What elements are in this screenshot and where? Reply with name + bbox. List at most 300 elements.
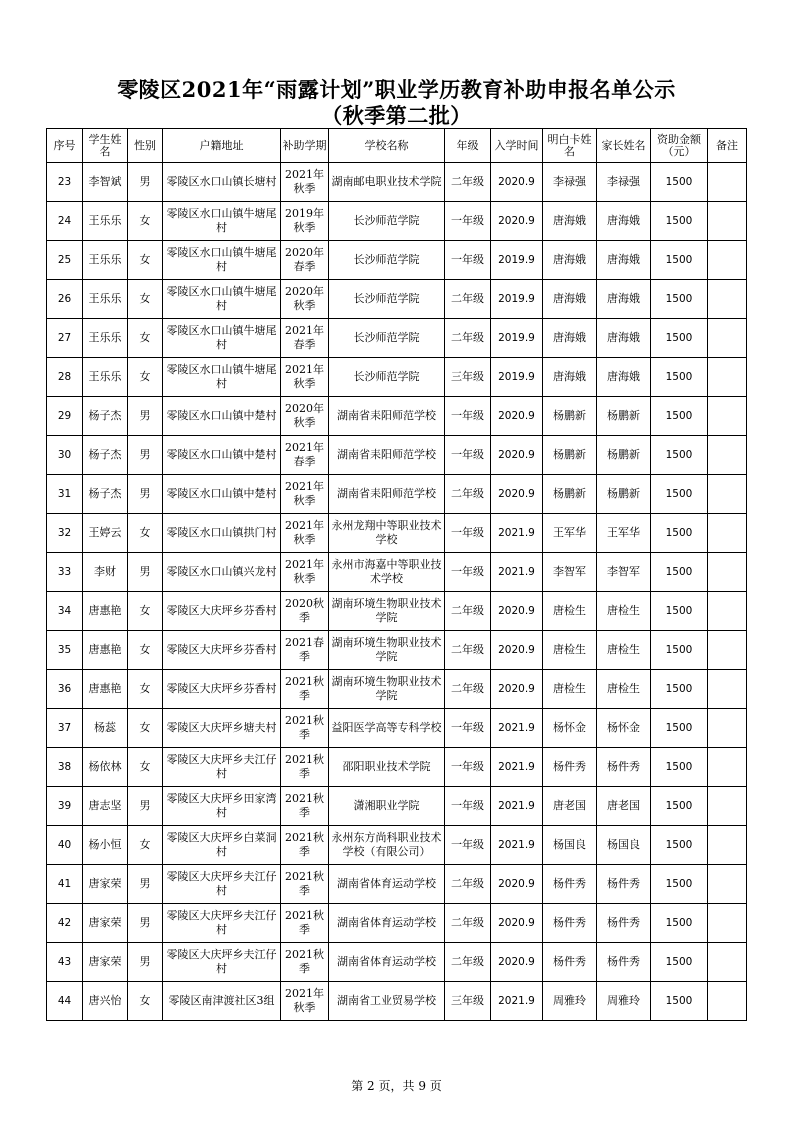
- cell-student-name: 杨蕊: [83, 709, 128, 748]
- cell-grade: 二年级: [445, 865, 491, 904]
- cell-remarks: [708, 163, 747, 202]
- cell-parent-name: 李智军: [597, 553, 651, 592]
- cell-enroll-date: 2020.9: [491, 865, 543, 904]
- cell-remarks: [708, 787, 747, 826]
- cell-amount: 1500: [651, 397, 708, 436]
- cell-gender: 女: [128, 748, 163, 787]
- cell-gender: 女: [128, 202, 163, 241]
- cell-parent-name: 唐老国: [597, 787, 651, 826]
- cell-gender: 女: [128, 982, 163, 1021]
- cell-card-name: 唐海娥: [543, 358, 597, 397]
- cell-school: 湖南邮电职业技术学院: [329, 163, 445, 202]
- cell-card-name: 杨鹏新: [543, 436, 597, 475]
- cell-enroll-date: 2020.9: [491, 202, 543, 241]
- cell-parent-name: 杨怀金: [597, 709, 651, 748]
- cell-parent-name: 唐海娥: [597, 202, 651, 241]
- col-header-amount: 资助金额（元）: [651, 129, 708, 163]
- cell-remarks: [708, 826, 747, 865]
- cell-parent-name: 唐检生: [597, 592, 651, 631]
- cell-school: 长沙师范学院: [329, 319, 445, 358]
- cell-amount: 1500: [651, 865, 708, 904]
- cell-card-name: 杨件秀: [543, 865, 597, 904]
- table-row: [47, 397, 747, 436]
- cell-amount: 1500: [651, 670, 708, 709]
- subsidy-roster-table: [46, 128, 747, 1021]
- cell-seq: 37: [47, 709, 83, 748]
- table-row: [47, 280, 747, 319]
- cell-term: 2020年春季: [281, 241, 329, 280]
- table-row: [47, 670, 747, 709]
- cell-gender: 女: [128, 826, 163, 865]
- cell-remarks: [708, 514, 747, 553]
- cell-address: 零陵区水口山镇兴龙村: [163, 553, 281, 592]
- cell-seq: 32: [47, 514, 83, 553]
- cell-card-name: 唐海娥: [543, 319, 597, 358]
- cell-remarks: [708, 436, 747, 475]
- cell-enroll-date: 2020.9: [491, 904, 543, 943]
- cell-remarks: [708, 358, 747, 397]
- cell-address: 零陵区水口山镇牛塘尾村: [163, 319, 281, 358]
- cell-parent-name: 杨件秀: [597, 865, 651, 904]
- cell-remarks: [708, 280, 747, 319]
- cell-remarks: [708, 475, 747, 514]
- table-row: [47, 904, 747, 943]
- cell-seq: 31: [47, 475, 83, 514]
- cell-school: 湖南环境生物职业技术学院: [329, 670, 445, 709]
- cell-address: 零陵区大庆坪乡夫江仔村: [163, 865, 281, 904]
- cell-card-name: 杨怀金: [543, 709, 597, 748]
- cell-card-name: 杨鹏新: [543, 397, 597, 436]
- cell-remarks: [708, 241, 747, 280]
- cell-school: 长沙师范学院: [329, 202, 445, 241]
- table-row: [47, 748, 747, 787]
- cell-student-name: 唐家荣: [83, 865, 128, 904]
- cell-address: 零陵区大庆坪乡夫江仔村: [163, 943, 281, 982]
- cell-address: 零陵区大庆坪乡夫江仔村: [163, 748, 281, 787]
- cell-term: 2021年秋季: [281, 475, 329, 514]
- cell-parent-name: 杨国良: [597, 826, 651, 865]
- cell-seq: 34: [47, 592, 83, 631]
- cell-term: 2021秋季: [281, 709, 329, 748]
- table-row: [47, 592, 747, 631]
- cell-enroll-date: 2020.9: [491, 475, 543, 514]
- cell-gender: 女: [128, 241, 163, 280]
- table-row: [47, 553, 747, 592]
- cell-address: 零陵区水口山镇中楚村: [163, 475, 281, 514]
- cell-term: 2021秋季: [281, 865, 329, 904]
- cell-term: 2020秋季: [281, 592, 329, 631]
- cell-gender: 男: [128, 943, 163, 982]
- cell-term: 2021年秋季: [281, 358, 329, 397]
- cell-grade: 一年级: [445, 202, 491, 241]
- cell-grade: 二年级: [445, 280, 491, 319]
- cell-remarks: [708, 553, 747, 592]
- cell-grade: 二年级: [445, 592, 491, 631]
- table-row: [47, 982, 747, 1021]
- col-header-school: 学校名称: [329, 129, 445, 163]
- col-header-seq: 序号: [47, 129, 83, 163]
- cell-student-name: 杨子杰: [83, 436, 128, 475]
- cell-seq: 43: [47, 943, 83, 982]
- cell-amount: 1500: [651, 241, 708, 280]
- cell-term: 2021秋季: [281, 904, 329, 943]
- cell-gender: 女: [128, 670, 163, 709]
- cell-student-name: 王乐乐: [83, 241, 128, 280]
- cell-school: 湖南省耒阳师范学校: [329, 475, 445, 514]
- cell-term: 2021年秋季: [281, 514, 329, 553]
- table-row: [47, 475, 747, 514]
- cell-parent-name: 杨件秀: [597, 904, 651, 943]
- cell-student-name: 唐兴怡: [83, 982, 128, 1021]
- cell-parent-name: 杨件秀: [597, 748, 651, 787]
- cell-seq: 24: [47, 202, 83, 241]
- cell-enroll-date: 2019.9: [491, 280, 543, 319]
- cell-seq: 29: [47, 397, 83, 436]
- cell-school: 湖南环境生物职业技术学院: [329, 592, 445, 631]
- cell-enroll-date: 2019.9: [491, 358, 543, 397]
- cell-gender: 女: [128, 631, 163, 670]
- cell-grade: 一年级: [445, 241, 491, 280]
- cell-school: 永州东方尚科职业技术学校（有限公司）: [329, 826, 445, 865]
- cell-parent-name: 唐海娥: [597, 319, 651, 358]
- cell-seq: 38: [47, 748, 83, 787]
- cell-student-name: 唐惠艳: [83, 592, 128, 631]
- cell-student-name: 唐家荣: [83, 943, 128, 982]
- cell-amount: 1500: [651, 787, 708, 826]
- cell-enroll-date: 2020.9: [491, 436, 543, 475]
- cell-remarks: [708, 748, 747, 787]
- cell-seq: 28: [47, 358, 83, 397]
- cell-term: 2021秋季: [281, 943, 329, 982]
- cell-enroll-date: 2019.9: [491, 241, 543, 280]
- cell-student-name: 王婷云: [83, 514, 128, 553]
- cell-term: 2019年秋季: [281, 202, 329, 241]
- cell-remarks: [708, 631, 747, 670]
- cell-school: 长沙师范学院: [329, 280, 445, 319]
- cell-student-name: 杨子杰: [83, 397, 128, 436]
- cell-student-name: 李财: [83, 553, 128, 592]
- cell-term: 2021秋季: [281, 748, 329, 787]
- cell-student-name: 唐惠艳: [83, 670, 128, 709]
- cell-card-name: 唐海娥: [543, 241, 597, 280]
- cell-enroll-date: 2021.9: [491, 553, 543, 592]
- cell-address: 零陵区水口山镇牛塘尾村: [163, 202, 281, 241]
- cell-grade: 一年级: [445, 553, 491, 592]
- page-subtitle: （秋季第二批）: [321, 103, 472, 128]
- cell-card-name: 唐海娥: [543, 202, 597, 241]
- cell-address: 零陵区大庆坪乡田家湾村: [163, 787, 281, 826]
- cell-address: 零陵区大庆坪乡芬香村: [163, 592, 281, 631]
- cell-card-name: 王军华: [543, 514, 597, 553]
- cell-grade: 三年级: [445, 358, 491, 397]
- cell-remarks: [708, 319, 747, 358]
- cell-parent-name: 唐检生: [597, 670, 651, 709]
- cell-amount: 1500: [651, 982, 708, 1021]
- cell-remarks: [708, 943, 747, 982]
- cell-enroll-date: 2021.9: [491, 826, 543, 865]
- cell-student-name: 李智斌: [83, 163, 128, 202]
- cell-parent-name: 杨鹏新: [597, 436, 651, 475]
- cell-term: 2021年秋季: [281, 553, 329, 592]
- cell-seq: 25: [47, 241, 83, 280]
- cell-grade: 二年级: [445, 631, 491, 670]
- cell-amount: 1500: [651, 592, 708, 631]
- col-header-remarks: 备注: [708, 129, 747, 163]
- cell-remarks: [708, 397, 747, 436]
- cell-seq: 23: [47, 163, 83, 202]
- cell-term: 2021年春季: [281, 319, 329, 358]
- col-header-term: 补助学期: [281, 129, 329, 163]
- cell-term: 2021秋季: [281, 826, 329, 865]
- cell-school: 永州龙翔中等职业技术学校: [329, 514, 445, 553]
- cell-amount: 1500: [651, 202, 708, 241]
- cell-address: 零陵区水口山镇牛塘尾村: [163, 280, 281, 319]
- cell-gender: 女: [128, 280, 163, 319]
- table-header-row: [47, 129, 747, 163]
- col-header-enroll-date: 入学时间: [491, 129, 543, 163]
- col-header-address: 户籍地址: [163, 129, 281, 163]
- cell-amount: 1500: [651, 943, 708, 982]
- cell-grade: 一年级: [445, 436, 491, 475]
- table-row: [47, 436, 747, 475]
- cell-gender: 女: [128, 319, 163, 358]
- cell-grade: 一年级: [445, 397, 491, 436]
- cell-parent-name: 周雅玲: [597, 982, 651, 1021]
- cell-address: 零陵区大庆坪乡芬香村: [163, 670, 281, 709]
- cell-amount: 1500: [651, 826, 708, 865]
- cell-student-name: 唐家荣: [83, 904, 128, 943]
- cell-seq: 30: [47, 436, 83, 475]
- cell-card-name: 唐检生: [543, 670, 597, 709]
- cell-gender: 男: [128, 553, 163, 592]
- cell-gender: 男: [128, 865, 163, 904]
- cell-student-name: 杨小恒: [83, 826, 128, 865]
- cell-grade: 一年级: [445, 709, 491, 748]
- table-row: [47, 163, 747, 202]
- cell-amount: 1500: [651, 475, 708, 514]
- cell-gender: 男: [128, 475, 163, 514]
- cell-term: 2021秋季: [281, 787, 329, 826]
- cell-school: 湖南省体育运动学校: [329, 904, 445, 943]
- cell-address: 零陵区水口山镇牛塘尾村: [163, 358, 281, 397]
- cell-student-name: 王乐乐: [83, 358, 128, 397]
- cell-seq: 36: [47, 670, 83, 709]
- cell-gender: 男: [128, 163, 163, 202]
- cell-enroll-date: 2021.9: [491, 514, 543, 553]
- cell-grade: 二年级: [445, 670, 491, 709]
- cell-grade: 三年级: [445, 982, 491, 1021]
- cell-card-name: 李禄强: [543, 163, 597, 202]
- cell-amount: 1500: [651, 358, 708, 397]
- col-header-grade: 年级: [445, 129, 491, 163]
- cell-parent-name: 杨鹏新: [597, 475, 651, 514]
- cell-grade: 一年级: [445, 748, 491, 787]
- cell-remarks: [708, 592, 747, 631]
- cell-grade: 二年级: [445, 904, 491, 943]
- cell-enroll-date: 2020.9: [491, 397, 543, 436]
- table-row: [47, 826, 747, 865]
- col-header-gender: 性别: [128, 129, 163, 163]
- cell-school: 湖南省体育运动学校: [329, 943, 445, 982]
- cell-address: 零陵区大庆坪乡塘夫村: [163, 709, 281, 748]
- cell-gender: 男: [128, 787, 163, 826]
- table-row: [47, 241, 747, 280]
- page-number: 第 2 页，共 9 页: [351, 1079, 442, 1093]
- cell-amount: 1500: [651, 319, 708, 358]
- cell-seq: 42: [47, 904, 83, 943]
- table-row: [47, 865, 747, 904]
- cell-remarks: [708, 865, 747, 904]
- cell-amount: 1500: [651, 436, 708, 475]
- table-row: [47, 358, 747, 397]
- cell-remarks: [708, 709, 747, 748]
- cell-gender: 女: [128, 358, 163, 397]
- cell-school: 湖南省工业贸易学校: [329, 982, 445, 1021]
- cell-grade: 二年级: [445, 163, 491, 202]
- cell-student-name: 杨依林: [83, 748, 128, 787]
- cell-term: 2021秋季: [281, 670, 329, 709]
- cell-card-name: 唐海娥: [543, 280, 597, 319]
- cell-amount: 1500: [651, 553, 708, 592]
- col-header-parent-name: 家长姓名: [597, 129, 651, 163]
- cell-term: 2021春季: [281, 631, 329, 670]
- cell-card-name: 杨件秀: [543, 943, 597, 982]
- table-row: [47, 202, 747, 241]
- cell-enroll-date: 2020.9: [491, 631, 543, 670]
- cell-address: 零陵区水口山镇中楚村: [163, 397, 281, 436]
- cell-student-name: 唐志坚: [83, 787, 128, 826]
- cell-student-name: 王乐乐: [83, 280, 128, 319]
- cell-seq: 41: [47, 865, 83, 904]
- cell-parent-name: 杨件秀: [597, 943, 651, 982]
- cell-school: 湖南省耒阳师范学校: [329, 397, 445, 436]
- cell-enroll-date: 2020.9: [491, 163, 543, 202]
- cell-parent-name: 李禄强: [597, 163, 651, 202]
- cell-parent-name: 唐海娥: [597, 241, 651, 280]
- cell-address: 零陵区水口山镇长塘村: [163, 163, 281, 202]
- cell-amount: 1500: [651, 904, 708, 943]
- cell-parent-name: 唐检生: [597, 631, 651, 670]
- cell-term: 2020年秋季: [281, 280, 329, 319]
- cell-enroll-date: 2021.9: [491, 709, 543, 748]
- cell-parent-name: 唐海娥: [597, 358, 651, 397]
- cell-amount: 1500: [651, 163, 708, 202]
- cell-card-name: 唐检生: [543, 631, 597, 670]
- cell-seq: 44: [47, 982, 83, 1021]
- table-row: [47, 631, 747, 670]
- table-row: [47, 514, 747, 553]
- cell-enroll-date: 2021.9: [491, 787, 543, 826]
- cell-seq: 26: [47, 280, 83, 319]
- cell-term: 2020年秋季: [281, 397, 329, 436]
- col-header-student-name: 学生姓名: [83, 129, 128, 163]
- page-title: 零陵区2021年“雨露计划”职业学历教育补助申报名单公示: [117, 77, 676, 102]
- cell-seq: 27: [47, 319, 83, 358]
- cell-card-name: 周雅玲: [543, 982, 597, 1021]
- cell-amount: 1500: [651, 280, 708, 319]
- cell-grade: 一年级: [445, 787, 491, 826]
- cell-school: 湖南省耒阳师范学校: [329, 436, 445, 475]
- cell-address: 零陵区大庆坪乡白菜洞村: [163, 826, 281, 865]
- cell-gender: 女: [128, 592, 163, 631]
- cell-card-name: 杨件秀: [543, 904, 597, 943]
- cell-school: 长沙师范学院: [329, 241, 445, 280]
- cell-term: 2021年秋季: [281, 163, 329, 202]
- cell-card-name: 杨件秀: [543, 748, 597, 787]
- cell-grade: 二年级: [445, 475, 491, 514]
- cell-remarks: [708, 202, 747, 241]
- cell-school: 益阳医学高等专科学校: [329, 709, 445, 748]
- cell-school: 邵阳职业技术学院: [329, 748, 445, 787]
- cell-seq: 39: [47, 787, 83, 826]
- table-row: [47, 787, 747, 826]
- cell-enroll-date: 2021.9: [491, 982, 543, 1021]
- cell-gender: 女: [128, 514, 163, 553]
- cell-grade: 二年级: [445, 943, 491, 982]
- cell-grade: 一年级: [445, 826, 491, 865]
- cell-remarks: [708, 904, 747, 943]
- table-row: [47, 319, 747, 358]
- cell-student-name: 杨子杰: [83, 475, 128, 514]
- cell-amount: 1500: [651, 748, 708, 787]
- cell-amount: 1500: [651, 514, 708, 553]
- cell-remarks: [708, 670, 747, 709]
- cell-school: 永州市海嘉中等职业技术学校: [329, 553, 445, 592]
- cell-gender: 男: [128, 397, 163, 436]
- cell-address: 零陵区南津渡社区3组: [163, 982, 281, 1021]
- cell-term: 2021年秋季: [281, 982, 329, 1021]
- cell-card-name: 唐老国: [543, 787, 597, 826]
- cell-amount: 1500: [651, 709, 708, 748]
- cell-card-name: 杨国良: [543, 826, 597, 865]
- cell-amount: 1500: [651, 631, 708, 670]
- cell-enroll-date: 2019.9: [491, 319, 543, 358]
- cell-address: 零陵区大庆坪乡夫江仔村: [163, 904, 281, 943]
- cell-school: 湖南省体育运动学校: [329, 865, 445, 904]
- cell-gender: 男: [128, 904, 163, 943]
- cell-address: 零陵区水口山镇拱门村: [163, 514, 281, 553]
- cell-gender: 男: [128, 436, 163, 475]
- table-row: [47, 943, 747, 982]
- cell-address: 零陵区水口山镇牛塘尾村: [163, 241, 281, 280]
- cell-parent-name: 王军华: [597, 514, 651, 553]
- cell-student-name: 王乐乐: [83, 202, 128, 241]
- cell-seq: 40: [47, 826, 83, 865]
- cell-enroll-date: 2020.9: [491, 943, 543, 982]
- cell-card-name: 李智军: [543, 553, 597, 592]
- cell-card-name: 杨鹏新: [543, 475, 597, 514]
- cell-address: 零陵区水口山镇中楚村: [163, 436, 281, 475]
- cell-student-name: 唐惠艳: [83, 631, 128, 670]
- table-row: [47, 709, 747, 748]
- cell-school: 潇湘职业学院: [329, 787, 445, 826]
- cell-gender: 女: [128, 709, 163, 748]
- col-header-card-name: 明白卡姓名: [543, 129, 597, 163]
- cell-seq: 33: [47, 553, 83, 592]
- cell-seq: 35: [47, 631, 83, 670]
- cell-card-name: 唐检生: [543, 592, 597, 631]
- cell-enroll-date: 2021.9: [491, 748, 543, 787]
- cell-student-name: 王乐乐: [83, 319, 128, 358]
- cell-grade: 一年级: [445, 514, 491, 553]
- cell-term: 2021年春季: [281, 436, 329, 475]
- cell-parent-name: 唐海娥: [597, 280, 651, 319]
- cell-grade: 二年级: [445, 319, 491, 358]
- cell-enroll-date: 2020.9: [491, 670, 543, 709]
- cell-remarks: [708, 982, 747, 1021]
- cell-parent-name: 杨鹏新: [597, 397, 651, 436]
- cell-address: 零陵区大庆坪乡芬香村: [163, 631, 281, 670]
